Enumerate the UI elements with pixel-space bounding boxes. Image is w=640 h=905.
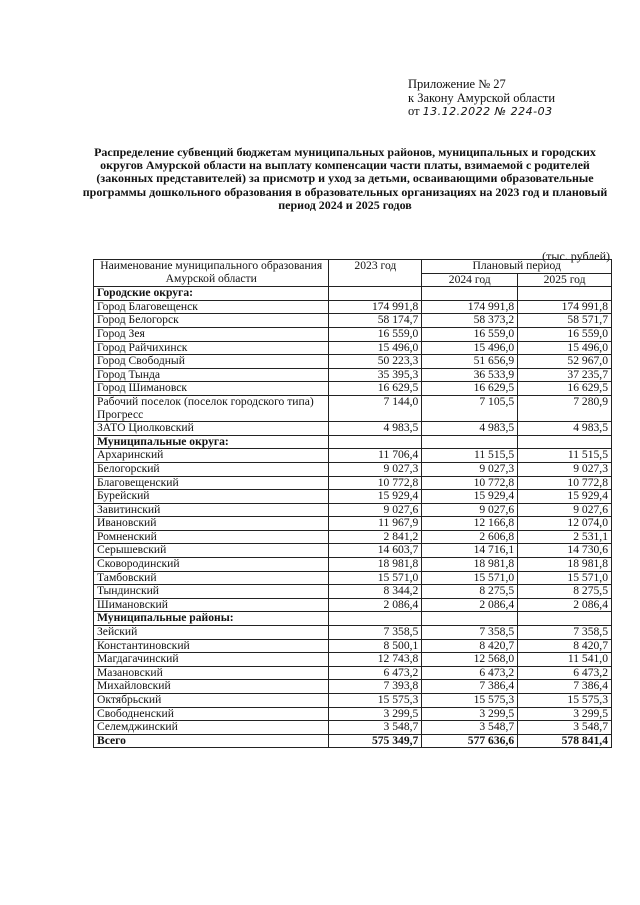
value-2025: 18 981,8 [518,558,612,572]
value-2025: 58 571,7 [518,314,612,328]
value-2025: 15 575,3 [518,694,612,708]
value-2023: 9 027,3 [329,462,422,476]
table-row [94,368,612,382]
value-2024: 8 420,7 [422,639,518,653]
table-row [94,585,612,599]
value-2025: 37 235,7 [518,368,612,382]
value-2023: 3 548,7 [329,721,422,735]
value-2023: 2 086,4 [329,598,422,612]
table-row [94,544,612,558]
appendix-date-line [408,105,555,119]
table-row [94,462,612,476]
municipality-name: Город Зея [94,327,329,341]
value-2023: 15 571,0 [329,571,422,585]
section-title: Муниципальные округа: [94,435,329,449]
value-2024: 14 716,1 [422,544,518,558]
municipality-name: Свободненский [94,707,329,721]
table-row [94,666,612,680]
table-row [94,395,612,421]
municipality-name: Сковородинский [94,558,329,572]
value-2024: 2 606,8 [422,530,518,544]
value-2024: 10 772,8 [422,476,518,490]
value-2025: 4 983,5 [518,422,612,436]
table-row [94,530,612,544]
value-2025: 10 772,8 [518,476,612,490]
value-2025: 7 358,5 [518,626,612,640]
value-2024: 9 027,3 [422,462,518,476]
empty-cell [422,612,518,626]
value-2024: 15 496,0 [422,341,518,355]
municipality-name: Селемджинский [94,721,329,735]
value-2025: 2 086,4 [518,598,612,612]
value-2023: 7 393,8 [329,680,422,694]
municipality-name: Рабочий поселок (поселок городского типа) Прогресс [94,395,329,421]
appendix-number: Приложение № 27 [408,77,506,91]
value-2023: 58 174,7 [329,314,422,328]
municipality-name: ЗАТО Циолковский [94,422,329,436]
section-title: Городские округа: [94,287,329,301]
value-2025: 174 991,8 [518,300,612,314]
total-label: Всего [94,734,329,748]
value-2025: 15 496,0 [518,341,612,355]
value-2024: 11 515,5 [422,449,518,463]
table-row [94,558,612,572]
municipality-name: Константиновский [94,639,329,653]
municipality-name: Город Благовещенск [94,300,329,314]
municipality-name: Михайловский [94,680,329,694]
total-2023: 575 349,7 [329,734,422,748]
value-2025: 7 386,4 [518,680,612,694]
value-2025: 9 027,6 [518,503,612,517]
table-row [94,422,612,436]
value-2023: 4 983,5 [329,422,422,436]
value-2023: 10 772,8 [329,476,422,490]
empty-cell [422,287,518,301]
units-label: (тыс. рублей) [542,249,610,263]
table-row [94,517,612,531]
header-planned: Плановый период [422,260,612,274]
value-2025: 12 074,0 [518,517,612,531]
municipality-name: Город Свободный [94,355,329,369]
value-2024: 7 358,5 [422,626,518,640]
table-row [94,300,612,314]
value-2024: 6 473,2 [422,666,518,680]
table-row [94,490,612,504]
value-2023: 15 929,4 [329,490,422,504]
empty-cell [329,435,422,449]
value-2025: 3 548,7 [518,721,612,735]
table-row [94,680,612,694]
empty-cell [518,612,612,626]
table-row [94,653,612,667]
value-2023: 6 473,2 [329,666,422,680]
table-header-row [94,260,612,274]
value-2023: 3 299,5 [329,707,422,721]
value-2025: 15 929,4 [518,490,612,504]
table-row [94,626,612,640]
municipality-name: Мазановский [94,666,329,680]
municipality-name: Благовещенский [94,476,329,490]
municipality-name: Магдагачинский [94,653,329,667]
municipality-name: Ивановский [94,517,329,531]
value-2023: 9 027,6 [329,503,422,517]
table-body [94,287,612,748]
table-row [94,327,612,341]
total-row [94,734,612,748]
empty-cell [329,612,422,626]
empty-cell [329,287,422,301]
table-row [94,694,612,708]
municipality-name: Бурейский [94,490,329,504]
table-row [94,449,612,463]
header-2024: 2024 год [422,273,518,287]
value-2023: 15 496,0 [329,341,422,355]
appendix-law: к Закону Амурской области [408,90,556,105]
section-header-row [94,287,612,301]
table-row [94,721,612,735]
municipality-name: Серышевский [94,544,329,558]
document-title: Распределение субвенций бюджетам муниципальных районов, муниципальных и городских округов Амурской области на выплату компенсации части платы, взимаемой с родителей (законных представителей) за присмотр и уход за детьми, осваивающими образовательные программы дошкольного образования в образовательных организациях на 2023 год и плановый период 2024 и 2025 годов [82,145,608,212]
value-2023: 174 991,8 [329,300,422,314]
value-2024: 12 166,8 [422,517,518,531]
value-2024: 4 983,5 [422,422,518,436]
header-2023: 2023 год [329,260,422,287]
value-2024: 8 275,5 [422,585,518,599]
header-name: Наименование муниципального образования Амурской области [94,260,329,287]
value-2023: 7 144,0 [329,395,422,421]
value-2025: 52 967,0 [518,355,612,369]
value-2025: 8 420,7 [518,639,612,653]
value-2023: 50 223,3 [329,355,422,369]
value-2024: 16 559,0 [422,327,518,341]
table-row [94,503,612,517]
municipality-name: Шимановский [94,598,329,612]
table-row [94,707,612,721]
value-2023: 16 559,0 [329,327,422,341]
value-2024: 7 105,5 [422,395,518,421]
value-2023: 7 358,5 [329,626,422,640]
empty-cell [518,435,612,449]
value-2023: 16 629,5 [329,382,422,396]
value-2025: 3 299,5 [518,707,612,721]
value-2024: 2 086,4 [422,598,518,612]
value-2024: 58 373,2 [422,314,518,328]
value-2023: 11 967,9 [329,517,422,531]
municipality-name: Тындинский [94,585,329,599]
value-2024: 12 568,0 [422,653,518,667]
table-row [94,382,612,396]
table-row [94,476,612,490]
value-2024: 3 548,7 [422,721,518,735]
value-2025: 2 531,1 [518,530,612,544]
municipality-name: Завитинский [94,503,329,517]
value-2024: 3 299,5 [422,707,518,721]
total-2025: 578 841,4 [518,734,612,748]
value-2024: 51 656,9 [422,355,518,369]
value-2025: 9 027,3 [518,462,612,476]
municipality-name: Город Тында [94,368,329,382]
empty-cell [422,435,518,449]
value-2023: 8 344,2 [329,585,422,599]
municipality-name: Город Райчихинск [94,341,329,355]
value-2024: 174 991,8 [422,300,518,314]
section-title: Муниципальные районы: [94,612,329,626]
value-2025: 8 275,5 [518,585,612,599]
table-row [94,571,612,585]
subsidy-table [93,259,612,748]
municipality-name: Архаринский [94,449,329,463]
value-2023: 8 500,1 [329,639,422,653]
value-2024: 9 027,6 [422,503,518,517]
value-2024: 15 929,4 [422,490,518,504]
value-2024: 15 571,0 [422,571,518,585]
municipality-name: Ромненский [94,530,329,544]
municipality-name: Зейский [94,626,329,640]
value-2025: 11 515,5 [518,449,612,463]
table-row [94,355,612,369]
value-2023: 14 603,7 [329,544,422,558]
total-2024: 577 636,6 [422,734,518,748]
value-2024: 16 629,5 [422,382,518,396]
value-2025: 7 280,9 [518,395,612,421]
table-row [94,639,612,653]
appendix-date-prefix: от [408,104,420,118]
table-row [94,314,612,328]
value-2025: 14 730,6 [518,544,612,558]
value-2023: 12 743,8 [329,653,422,667]
value-2024: 18 981,8 [422,558,518,572]
value-2025: 6 473,2 [518,666,612,680]
appendix-block [408,78,555,119]
value-2023: 18 981,8 [329,558,422,572]
table-row [94,598,612,612]
municipality-name: Тамбовский [94,571,329,585]
empty-cell [518,287,612,301]
value-2023: 35 395,3 [329,368,422,382]
value-2024: 7 386,4 [422,680,518,694]
municipality-name: Октябрьский [94,694,329,708]
value-2024: 15 575,3 [422,694,518,708]
handwritten-date-number: 13.12.2022 № 224-03 [422,105,553,118]
value-2023: 11 706,4 [329,449,422,463]
value-2023: 15 575,3 [329,694,422,708]
municipality-name: Белогорский [94,462,329,476]
municipality-name: Город Шимановск [94,382,329,396]
value-2025: 16 559,0 [518,327,612,341]
value-2025: 16 629,5 [518,382,612,396]
header-2025: 2025 год [518,273,612,287]
section-header-row [94,435,612,449]
value-2025: 11 541,0 [518,653,612,667]
value-2024: 36 533,9 [422,368,518,382]
table-row [94,341,612,355]
value-2023: 2 841,2 [329,530,422,544]
section-header-row [94,612,612,626]
municipality-name: Город Белогорск [94,314,329,328]
value-2025: 15 571,0 [518,571,612,585]
